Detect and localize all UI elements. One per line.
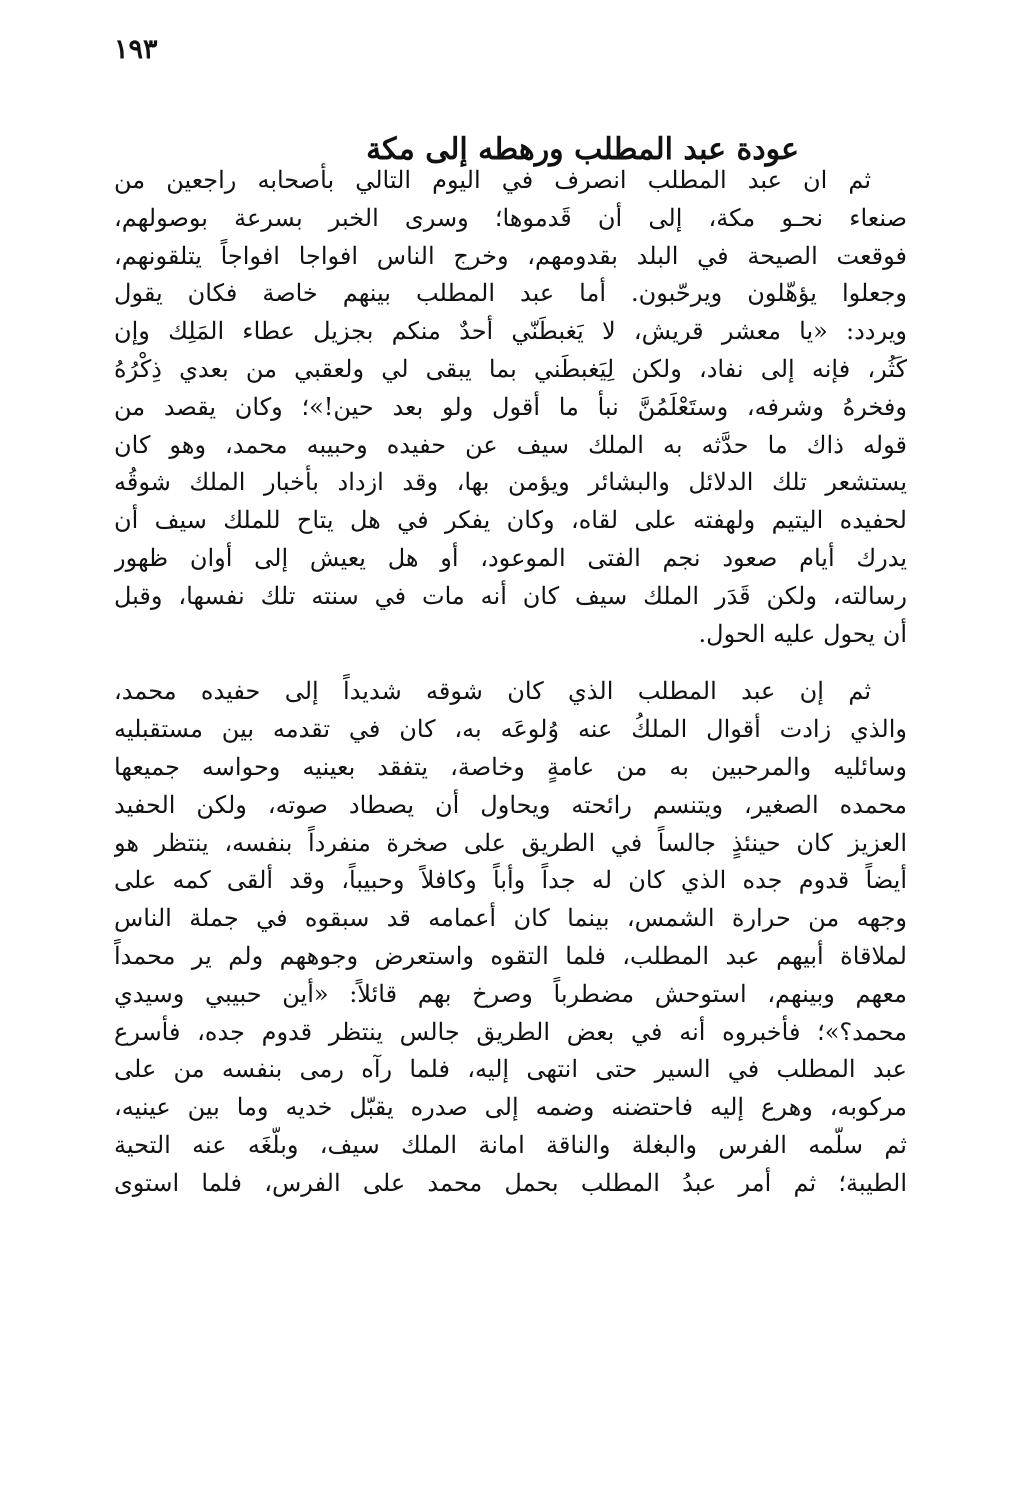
text-line: وجهه من حرارة الشمس، بينما كان أعمامه قد سبقوه في جملة الناس xyxy=(114,904,907,933)
text-line: لحفيده اليتيم ولهفته على لقاه، وكان يفكر في هل يتاح للملك سيف أن xyxy=(114,506,907,535)
text-line: فوقعت الصيحة في البلد بقدومهم، وخرج الناس افواجا افواجاً يتلقونهم، xyxy=(114,241,907,270)
text-line: قوله ذاك ما حدَّثه به الملك سيف عن حفيده وحبيبه محمد، وهو كان xyxy=(114,430,907,459)
text-line: رسالته، ولكن قَدَر الملك سيف كان أنه مات في سنته تلك نفسها، وقبل xyxy=(114,581,907,610)
page-number: ١٩٣ xyxy=(114,34,158,65)
text-line: والذي زادت أقوال الملكُ عنه وُلوعَه به، كان في تقدمه بين مستقبليه xyxy=(114,715,907,744)
text-line: محمده الصغير، ويتنسم رائحته ويحاول أن يصطاد صوته، ولكن الحفيد xyxy=(114,790,907,819)
text-line: ثم إن عبد المطلب الذي كان شوقه شديداً إلى حفيده محمد، xyxy=(114,677,871,706)
text-line: يدرك أيام صعود نجم الفتى الموعود، أو هل يعيش إلى أوان ظهور xyxy=(114,543,907,572)
text-line: لملاقاة أبيهم عبد المطلب، فلما التقوه واستعرض وجوههم ولم ير محمداً xyxy=(114,941,907,970)
text-line: يستشعر تلك الدلائل والبشائر ويؤمن بها، وقد ازداد بأَخبار الملك شوقُه xyxy=(114,468,907,497)
text-line: العزيز كان حينئذٍ جالساً في الطريق على صخرة منفرداً بنفسه، ينتظر هو xyxy=(114,828,907,857)
text-line: ثم سلّمه الفرس والبغلة والناقة امانة الملك سيف، وبلّغَه عنه التحية xyxy=(114,1130,907,1159)
paragraph-1 xyxy=(114,162,907,653)
text-line: وسائليه والمرحبين به من عامةٍ وخاصة، يتفقد بعينيه وحواسه جميعها xyxy=(114,752,907,781)
text-line: كَثُر، فإنه إلى نفاد، ولكن لِيَغبطَني بما يبقى لي ولعقبي من بعدي ذِكْرُهُ xyxy=(114,354,907,383)
text-line: محمد؟»؛ فأخبروه أنه في بعض الطريق جالس ينتظر قدوم جده، فأسرع xyxy=(114,1017,907,1046)
text-line: وفخرهُ وشرفه، وستَعْلَمُنَّ نبأ ما أقول ولو بعد حين!»؛ وكان يقصد من xyxy=(114,392,907,421)
text-line: أن يحول عليه الحول. xyxy=(698,619,907,648)
text-line: صنعاء نحـو مكة، إلى أن قَدموها؛ وسرى الخبر بسرعة بوصولهم، xyxy=(114,203,907,232)
text-line: عبد المطلب في السير حتى انتهى إليه، فلما رآه رمى بنفسه من على xyxy=(114,1055,907,1084)
text-line: وجعلوا يؤهّلون ويرحّبون. أما عبد المطلب بينهم خاصة فكان يقول xyxy=(114,279,907,308)
chapter-title: عودة عبد المطلب ورهطه إلى مكة xyxy=(366,132,799,168)
text-line: مركوبه، وهرع إليه فاحتضنه وضمه إلى صدره يقبّل خديه وما بين عينيه، xyxy=(114,1093,907,1122)
text-line: أيضاً قدوم جده الذي كان له جداً وأباً وكافلاً وحبيباً، وقد ألقى كمه على xyxy=(114,866,907,895)
paragraph-2 xyxy=(114,673,907,1202)
text-line: ويردد: «يا معشر قريش، لا يَغبطَنّي أحدٌ منكم بجزيل عطاء المَلِك وإن xyxy=(114,317,907,346)
text-line: معهم وبينهم، استوحش مضطرباً وصرخ بهم قائلاً: «أين حبيبي وسيدي xyxy=(114,979,907,1008)
body-text xyxy=(114,162,907,1203)
text-line: ثم ان عبد المطلب انصرف في اليوم التالي بأصحابه راجعين من xyxy=(114,166,871,194)
text-line: الطيبة؛ ثم أمر عبدُ المطلب بحمل محمد على الفرس، فلما استوى xyxy=(114,1168,907,1197)
